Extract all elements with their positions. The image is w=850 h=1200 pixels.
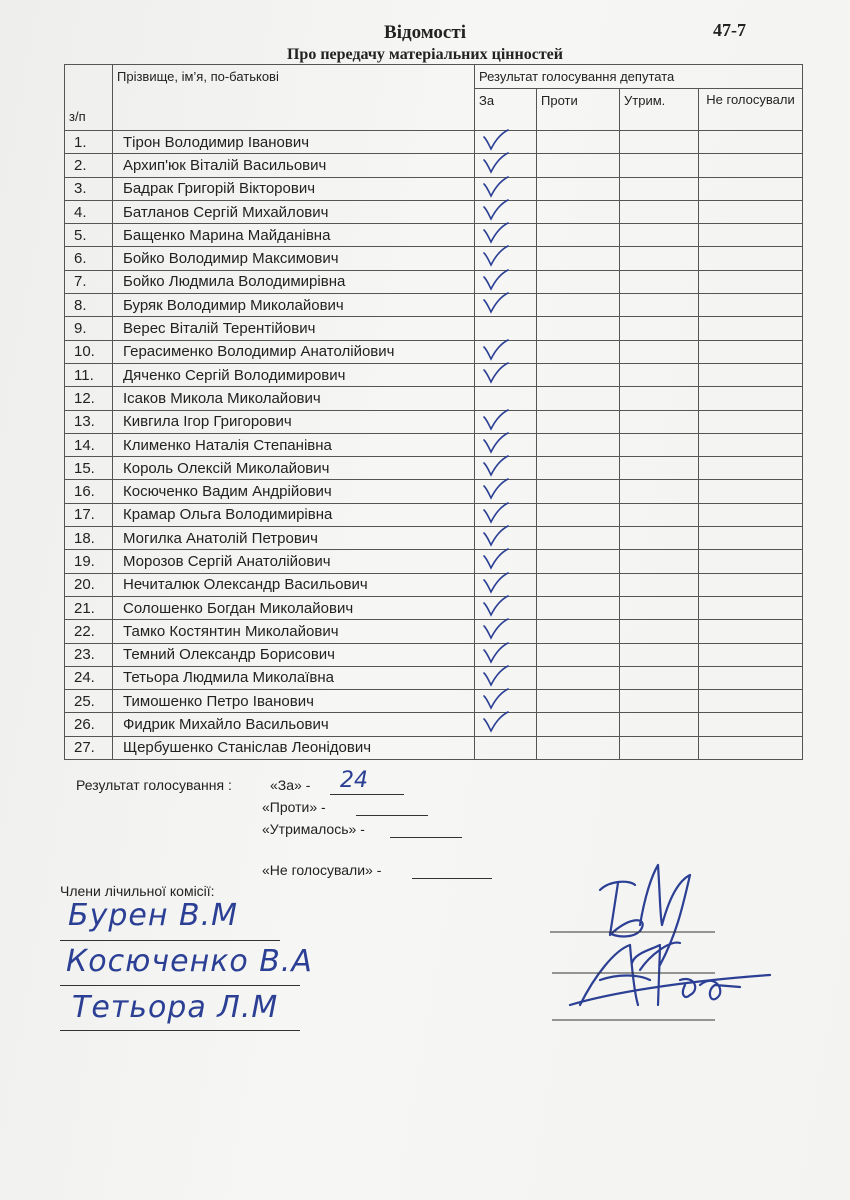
results-not-voted-label: «Не голосували» -	[262, 862, 382, 878]
cell-against	[537, 480, 620, 503]
row-number: 12.	[65, 387, 113, 410]
cell-abstain	[620, 620, 699, 643]
cell-not-voted	[699, 247, 803, 270]
cell-for	[475, 690, 537, 713]
header-against: Проти	[537, 89, 620, 131]
table-row	[65, 410, 803, 433]
cell-abstain	[620, 131, 699, 154]
cell-against	[537, 224, 620, 247]
cell-for	[475, 340, 537, 363]
cell-for	[475, 736, 537, 759]
cell-not-voted	[699, 177, 803, 200]
document-title: Відомості	[384, 22, 466, 43]
table-row	[65, 131, 803, 154]
row-name: Бадрак Григорій Вікторович	[113, 177, 475, 200]
cell-for	[475, 666, 537, 689]
results-not-voted-line	[412, 878, 492, 879]
row-name: Герасименко Володимир Анатолійович	[113, 340, 475, 363]
cell-against	[537, 457, 620, 480]
cell-for	[475, 596, 537, 619]
document-subtitle: Про передачу матеріальних цінностей	[286, 46, 563, 63]
cell-not-voted	[699, 736, 803, 759]
results-abstain-label: «Утрималось» -	[262, 821, 365, 837]
commission-member-1: Бурен В.М	[68, 898, 238, 933]
cell-for	[475, 410, 537, 433]
cell-abstain	[620, 224, 699, 247]
table-row	[65, 224, 803, 247]
row-name: Тимошенко Петро Іванович	[113, 690, 475, 713]
cell-against	[537, 154, 620, 177]
cell-for	[475, 294, 537, 317]
cell-for	[475, 154, 537, 177]
cell-abstain	[620, 387, 699, 410]
cell-abstain	[620, 340, 699, 363]
cell-against	[537, 317, 620, 340]
cell-against	[537, 550, 620, 573]
row-number: 11.	[65, 363, 113, 386]
table-row	[65, 270, 803, 293]
row-number: 5.	[65, 224, 113, 247]
row-number: 25.	[65, 690, 113, 713]
row-number: 8.	[65, 294, 113, 317]
row-name: Тетьора Людмила Миколаївна	[113, 666, 475, 689]
row-name: Король Олексій Миколайович	[113, 457, 475, 480]
cell-not-voted	[699, 457, 803, 480]
cell-against	[537, 200, 620, 223]
commission-label: Члени лічильної комісії:	[60, 883, 215, 899]
table-row	[65, 573, 803, 596]
row-number: 10.	[65, 340, 113, 363]
results-for-value: 24	[340, 768, 368, 793]
table-row	[65, 457, 803, 480]
header-name: Прізвище, ім’я, по-батькові	[113, 65, 475, 131]
row-name: Тірон Володимир Іванович	[113, 131, 475, 154]
cell-abstain	[620, 713, 699, 736]
row-number: 1.	[65, 131, 113, 154]
cell-abstain	[620, 410, 699, 433]
header-result-group: Результат голосування депутата	[475, 65, 803, 89]
row-name: Темний Олександр Борисович	[113, 643, 475, 666]
cell-not-voted	[699, 270, 803, 293]
table-row	[65, 340, 803, 363]
cell-for	[475, 433, 537, 456]
row-name: Щербушенко Станіслав Леонідович	[113, 736, 475, 759]
cell-for	[475, 270, 537, 293]
cell-for	[475, 247, 537, 270]
cell-not-voted	[699, 713, 803, 736]
cell-not-voted	[699, 363, 803, 386]
row-number: 14.	[65, 433, 113, 456]
row-name: Косюченко Вадим Андрійович	[113, 480, 475, 503]
table-body	[65, 131, 803, 760]
cell-for	[475, 480, 537, 503]
cell-against	[537, 294, 620, 317]
row-name: Нечиталюк Олександр Васильович	[113, 573, 475, 596]
row-name: Буряк Володимир Миколайович	[113, 294, 475, 317]
row-number: 27.	[65, 736, 113, 759]
cell-against	[537, 363, 620, 386]
cell-not-voted	[699, 596, 803, 619]
cell-abstain	[620, 736, 699, 759]
cell-abstain	[620, 480, 699, 503]
cell-not-voted	[699, 480, 803, 503]
row-name: Верес Віталій Терентійович	[113, 317, 475, 340]
cell-for	[475, 131, 537, 154]
signatures-graphic	[540, 855, 780, 1035]
table-row	[65, 690, 803, 713]
cell-against	[537, 177, 620, 200]
table-row	[65, 317, 803, 340]
cell-not-voted	[699, 550, 803, 573]
row-number: 16.	[65, 480, 113, 503]
cell-abstain	[620, 154, 699, 177]
cell-against	[537, 270, 620, 293]
table-row	[65, 480, 803, 503]
table-row	[65, 643, 803, 666]
cell-abstain	[620, 573, 699, 596]
cell-against	[537, 620, 620, 643]
row-name: Бойко Володимир Максимович	[113, 247, 475, 270]
cell-for	[475, 363, 537, 386]
commission-member-2: Косюченко В.А	[66, 944, 313, 979]
cell-abstain	[620, 596, 699, 619]
cell-for	[475, 387, 537, 410]
cell-not-voted	[699, 317, 803, 340]
results-against-label: «Проти» -	[262, 799, 326, 815]
cell-for	[475, 550, 537, 573]
table-row	[65, 200, 803, 223]
cell-against	[537, 433, 620, 456]
row-number: 21.	[65, 596, 113, 619]
cell-not-voted	[699, 620, 803, 643]
row-number: 2.	[65, 154, 113, 177]
cell-not-voted	[699, 131, 803, 154]
cell-abstain	[620, 270, 699, 293]
cell-abstain	[620, 317, 699, 340]
cell-abstain	[620, 666, 699, 689]
commission-member-3: Тетьора Л.М	[72, 990, 279, 1025]
results-abstain-line	[390, 837, 462, 838]
cell-abstain	[620, 643, 699, 666]
table-row	[65, 620, 803, 643]
header-num: з/п	[65, 65, 113, 131]
cell-not-voted	[699, 643, 803, 666]
row-name: Морозов Сергій Анатолійович	[113, 550, 475, 573]
row-name: Бащенко Марина Майданівна	[113, 224, 475, 247]
row-name: Клименко Наталія Степанівна	[113, 433, 475, 456]
row-name: Крамар Ольга Володимирівна	[113, 503, 475, 526]
cell-not-voted	[699, 690, 803, 713]
cell-not-voted	[699, 503, 803, 526]
cell-against	[537, 131, 620, 154]
cell-against	[537, 247, 620, 270]
cell-against	[537, 573, 620, 596]
table-row	[65, 596, 803, 619]
row-name: Батланов Сергій Михайлович	[113, 200, 475, 223]
cell-abstain	[620, 433, 699, 456]
row-number: 9.	[65, 317, 113, 340]
table-row	[65, 503, 803, 526]
cell-against	[537, 527, 620, 550]
row-name: Ісаков Микола Миколайович	[113, 387, 475, 410]
row-name: Солошенко Богдан Миколайович	[113, 596, 475, 619]
cell-not-voted	[699, 387, 803, 410]
row-number: 7.	[65, 270, 113, 293]
commission-line-1	[60, 940, 280, 941]
cell-abstain	[620, 177, 699, 200]
row-number: 6.	[65, 247, 113, 270]
row-number: 22.	[65, 620, 113, 643]
cell-against	[537, 713, 620, 736]
row-number: 13.	[65, 410, 113, 433]
cell-against	[537, 410, 620, 433]
cell-not-voted	[699, 410, 803, 433]
table-row	[65, 550, 803, 573]
cell-abstain	[620, 294, 699, 317]
cell-not-voted	[699, 573, 803, 596]
table-row	[65, 527, 803, 550]
table-row	[65, 177, 803, 200]
cell-not-voted	[699, 340, 803, 363]
cell-not-voted	[699, 200, 803, 223]
table-row	[65, 736, 803, 759]
row-name: Кивгила Ігор Григорович	[113, 410, 475, 433]
row-number: 4.	[65, 200, 113, 223]
document-number: 47-7	[713, 20, 746, 40]
cell-for	[475, 177, 537, 200]
cell-against	[537, 596, 620, 619]
cell-for	[475, 457, 537, 480]
table-row	[65, 363, 803, 386]
row-name: Могилка Анатолій Петрович	[113, 527, 475, 550]
cell-abstain	[620, 363, 699, 386]
cell-abstain	[620, 690, 699, 713]
cell-abstain	[620, 503, 699, 526]
row-name: Дяченко Сергій Володимирович	[113, 363, 475, 386]
results-against-line	[356, 815, 428, 816]
row-number: 24.	[65, 666, 113, 689]
cell-against	[537, 643, 620, 666]
row-name: Архип'юк Віталій Васильович	[113, 154, 475, 177]
cell-for	[475, 317, 537, 340]
table-row	[65, 247, 803, 270]
cell-for	[475, 200, 537, 223]
cell-against	[537, 690, 620, 713]
cell-for	[475, 224, 537, 247]
cell-for	[475, 643, 537, 666]
table-row	[65, 666, 803, 689]
cell-for	[475, 620, 537, 643]
cell-against	[537, 736, 620, 759]
header-for: За	[475, 89, 537, 131]
row-number: 15.	[65, 457, 113, 480]
voting-table	[64, 64, 803, 760]
cell-abstain	[620, 247, 699, 270]
row-number: 20.	[65, 573, 113, 596]
results-for-label: «За» -	[270, 777, 311, 793]
table-row	[65, 433, 803, 456]
cell-abstain	[620, 550, 699, 573]
cell-for	[475, 573, 537, 596]
row-name: Бойко Людмила Володимирівна	[113, 270, 475, 293]
header-abstain: Утрим.	[620, 89, 699, 131]
cell-not-voted	[699, 527, 803, 550]
cell-against	[537, 387, 620, 410]
row-name: Тамко Костянтин Миколайович	[113, 620, 475, 643]
row-number: 3.	[65, 177, 113, 200]
cell-not-voted	[699, 666, 803, 689]
results-label: Результат голосування :	[76, 777, 232, 793]
cell-for	[475, 713, 537, 736]
table-row	[65, 294, 803, 317]
row-number: 23.	[65, 643, 113, 666]
cell-not-voted	[699, 224, 803, 247]
cell-against	[537, 666, 620, 689]
cell-not-voted	[699, 433, 803, 456]
row-number: 17.	[65, 503, 113, 526]
row-name: Фидрик Михайло Васильович	[113, 713, 475, 736]
cell-for	[475, 503, 537, 526]
row-number: 18.	[65, 527, 113, 550]
row-number: 19.	[65, 550, 113, 573]
results-for-line	[330, 794, 404, 795]
cell-not-voted	[699, 154, 803, 177]
table-row	[65, 154, 803, 177]
cell-abstain	[620, 457, 699, 480]
cell-against	[537, 340, 620, 363]
cell-abstain	[620, 527, 699, 550]
cell-against	[537, 503, 620, 526]
table-row	[65, 713, 803, 736]
cell-not-voted	[699, 294, 803, 317]
cell-abstain	[620, 200, 699, 223]
commission-line-3	[60, 1030, 300, 1031]
header-not-voted: Не голосували	[699, 89, 803, 131]
table-row	[65, 387, 803, 410]
row-number: 26.	[65, 713, 113, 736]
cell-for	[475, 527, 537, 550]
commission-line-2	[60, 985, 300, 986]
